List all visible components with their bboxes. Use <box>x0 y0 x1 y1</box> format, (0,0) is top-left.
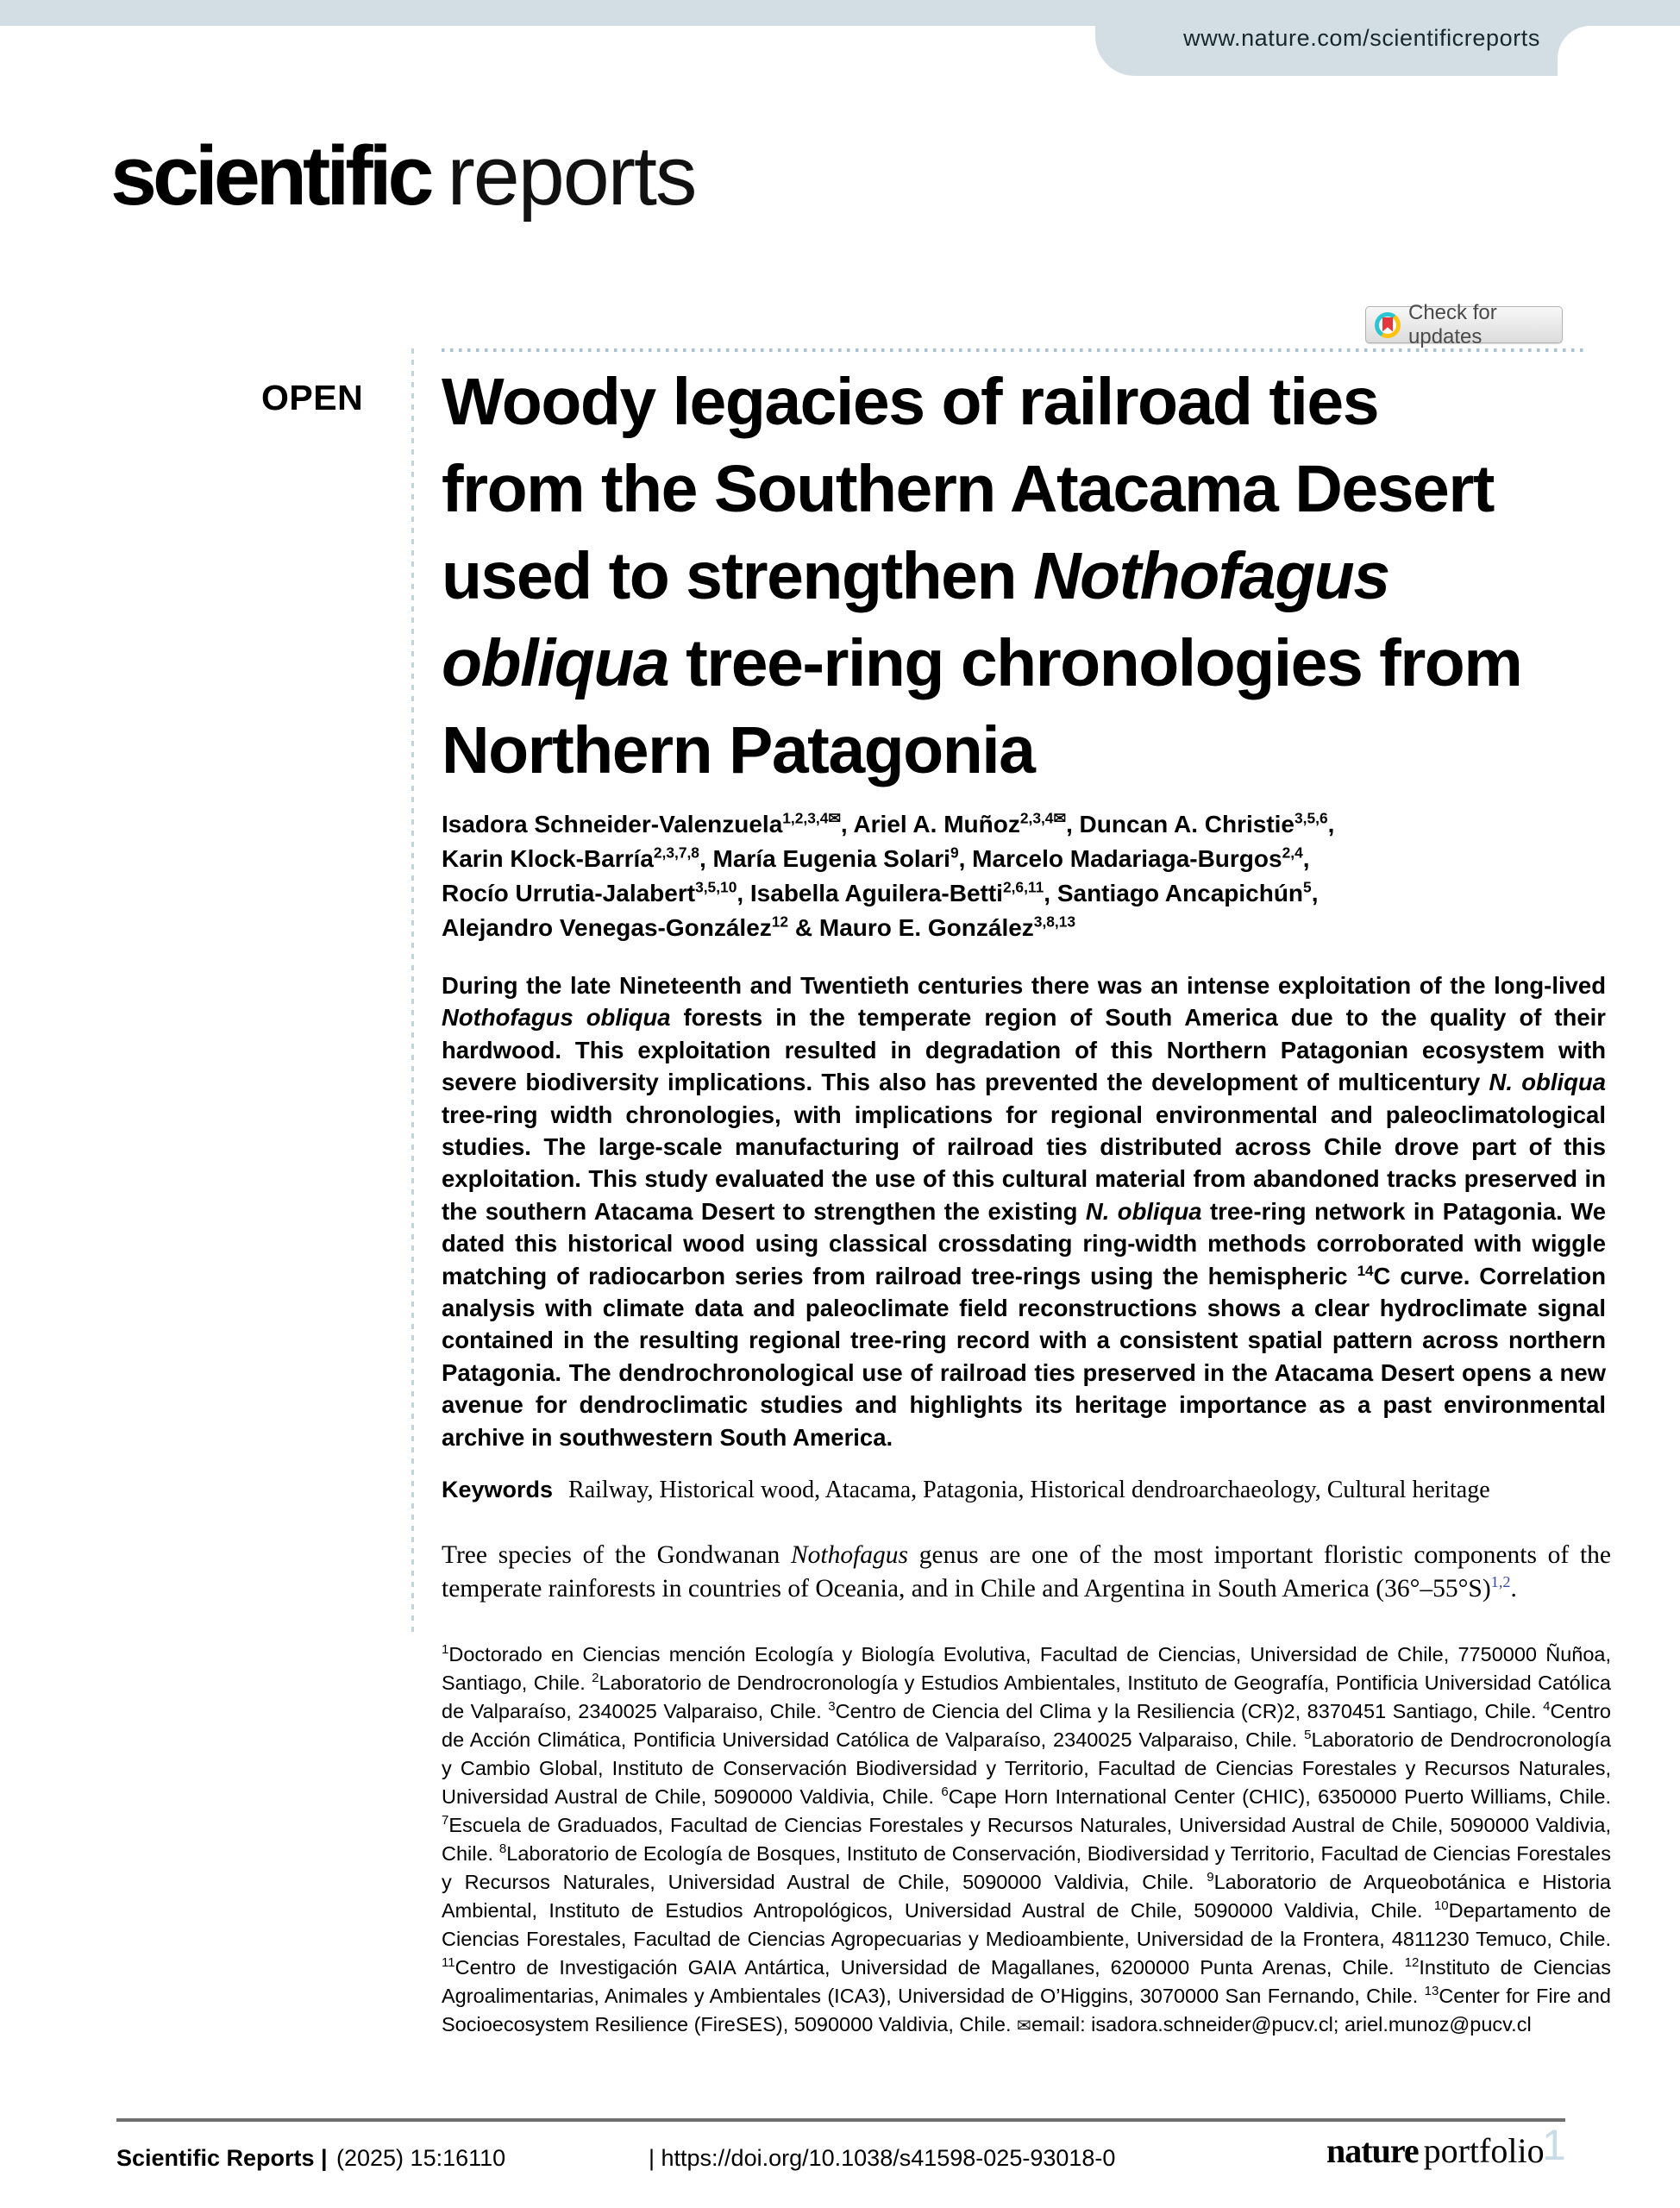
site-url-link[interactable]: www.nature.com/scientificreports <box>1183 24 1540 51</box>
page-number: 1 <box>1542 2121 1566 2169</box>
author-list: Isadora Schneider-Valenzuela$^{1,2,3,4✉}$, Ariel A. Muñoz$^{2,3,4✉}$, Duncan A. Christie$^{3,5,6}$, Karin Klock-Barría$^{2,3,7,8}$, María Eugenia Solari$^9$, Marcelo Madariaga-Burgos$^{2,4}$, Rocío Urrutia-Jalabert$^{3,5,10}$, Isabella Aguilera-Betti$^{2,6,11}$, Santiago Ancapichún$^5$, Alejandro Venegas-González$^{12}$ & Mauro E. González$^{3,8,13}$ <box>442 809 1335 941</box>
footer-journal-name: Scientific Reports | <box>116 2145 328 2171</box>
dotted-divider <box>442 348 1585 352</box>
site-url-tab <box>1095 0 1594 76</box>
journal-logo-bold: scientific <box>110 129 430 223</box>
column-dashed-rule <box>411 348 414 1635</box>
keywords-row <box>442 1477 1632 1504</box>
keywords-label: Keywords <box>442 1477 554 1502</box>
journal-logo-light: reports <box>447 129 696 223</box>
header-corner-curve <box>1558 26 1680 78</box>
brand-nature: nature <box>1326 2131 1419 2170</box>
crossmark-icon <box>1375 312 1401 338</box>
abstract-text: During the late Nineteenth and Twentieth centuries there was an intense exploitation of the long-lived Nothofagus obliqua forests in the temperate region of South America due to the quality of their hardwood. This exploitation resulted in degradation of this Northern Patagonian ecosystem with severe biodiversity implications. This also has prevented the development of multicentury N. obliqua tree-ring width chronologies, with implications for regional environmental and paleoclimatological studies. The large-scale manufacturing of railroad ties distributed across Chile drove part of this exploitation. This study evaluated the use of this cultural material from abandoned tracks preserved in the southern Atacama Desert to strengthen the existing N. obliqua tree-ring network in Patagonia. We dated this historical wood using classical crossdating ring-width methods corroborated with wiggle matching of radiocarbon series from railroad tree-rings using the hemispheric $^{14}$C curve. Correlation analysis with climate data and paleoclimate field reconstructions shows a clear hydroclimate signal contained in the resulting regional tree-ring record with a consistent spatial pattern across northern Patagonia. The dendrochronological use of railroad ties preserved in the Atacama Desert opens a new avenue for dendroclimatic studies and highlights its heritage importance as a past environmental archive in southwestern South America. <box>442 972 1606 1451</box>
check-for-updates-label: Check for updates <box>1408 300 1497 348</box>
journal-logo <box>110 128 695 224</box>
introduction-paragraph: Tree species of the Gondwanan Nothofagus genus are one of the most important floristic components of the temperate rainforests in countries of Oceania, and in Chile and Argentina in South America (36°–55°S)$^{1,2}$. <box>442 1541 1611 1603</box>
check-for-updates-button[interactable] <box>1365 300 1563 348</box>
open-access-badge: OPEN <box>261 378 364 417</box>
article-title: Woody legacies of railroad ties from the Southern Atacama Desert used to strengthen Nothofagus obliqua tree-ring chronologies from Northern Patagonia <box>442 365 1522 787</box>
keywords-list: Railway, Historical wood, Atacama, Patagonia, Historical dendroarchaeology, Cultural heritage <box>568 1477 1490 1503</box>
affiliations-block: $^1$Doctorado en Ciencias mención Ecología y Biología Evolutiva, Facultad de Ciencias, Universidad de Chile, 7750000 Ñuñoa, Santiago, Chile. $^2$Laboratorio de Dendrocronología y Estudios Ambientales, Instituto de Geografía, Pontificia Universidad Católica de Valparaíso, 2340025 Valparaiso, Chile. $^3$Centro de Ciencia del Clima y la Resiliencia (CR)2, 8370451 Santiago, Chile. $^4$Centro de Acción Climática, Pontificia Universidad Católica de Valparaíso, 2340025 Valparaiso, Chile. $^5$Laboratorio de Dendrocronología y Cambio Global, Instituto de Conservación Biodiversidad y Territorio, Facultad de Ciencias Forestales y Recursos Naturales, Universidad Austral de Chile, 5090000 Valdivia, Chile. $^6$Cape Horn International Center (CHIC), 6350000 Puerto Williams, Chile. $^7$Escuela de Graduados, Facultad de Ciencias Forestales y Recursos Naturales, Universidad Austral de Chile, 5090000 Valdivia, Chile. $^8$Laboratorio de Ecología de Bosques, Instituto de Conservación, Biodiversidad y Territorio, Facultad de Ciencias Forestales y Recursos Naturales, Universidad Austral de Chile, 5090000 Valdivia, Chile. $^9$Laboratorio de Arqueobotánica e Historia Ambiental, Instituto de Estudios Antropológicos, Universidad Austral de Chile, 5090000 Valdivia, Chile. $^{10}$Departamento de Ciencias Forestales, Facultad de Ciencias Agropecuarias y Medioambiente, Universidad de la Frontera, 4811230 Temuco, Chile. $^{11}$Centro de Investigación GAIA Antártica, Universidad de Magallanes, 6200000 Punta Arenas, Chile. $^{12}$Instituto de Ciencias Agroalimentarias, Animales y Ambientales (ICA3), Universidad de O’Higgins, 3070000 San Fernando, Chile. $^{13}$Center for Fire and Socioecosystem Resilience (FireSES), 5090000 Valdivia, Chile. ✉email: isadora.schneider@pucv.cl; ariel.munoz@pucv.cl <box>442 1642 1612 2036</box>
footer-doi-link[interactable]: | https://doi.org/10.1038/s41598-025-93018-0 <box>649 2145 1116 2171</box>
footer-citation: (2025) 15:16110 <box>336 2145 506 2171</box>
nature-portfolio-logo <box>1326 2130 1545 2171</box>
footer-rule <box>116 2118 1565 2122</box>
brand-portfolio: portfolio <box>1423 2131 1545 2170</box>
